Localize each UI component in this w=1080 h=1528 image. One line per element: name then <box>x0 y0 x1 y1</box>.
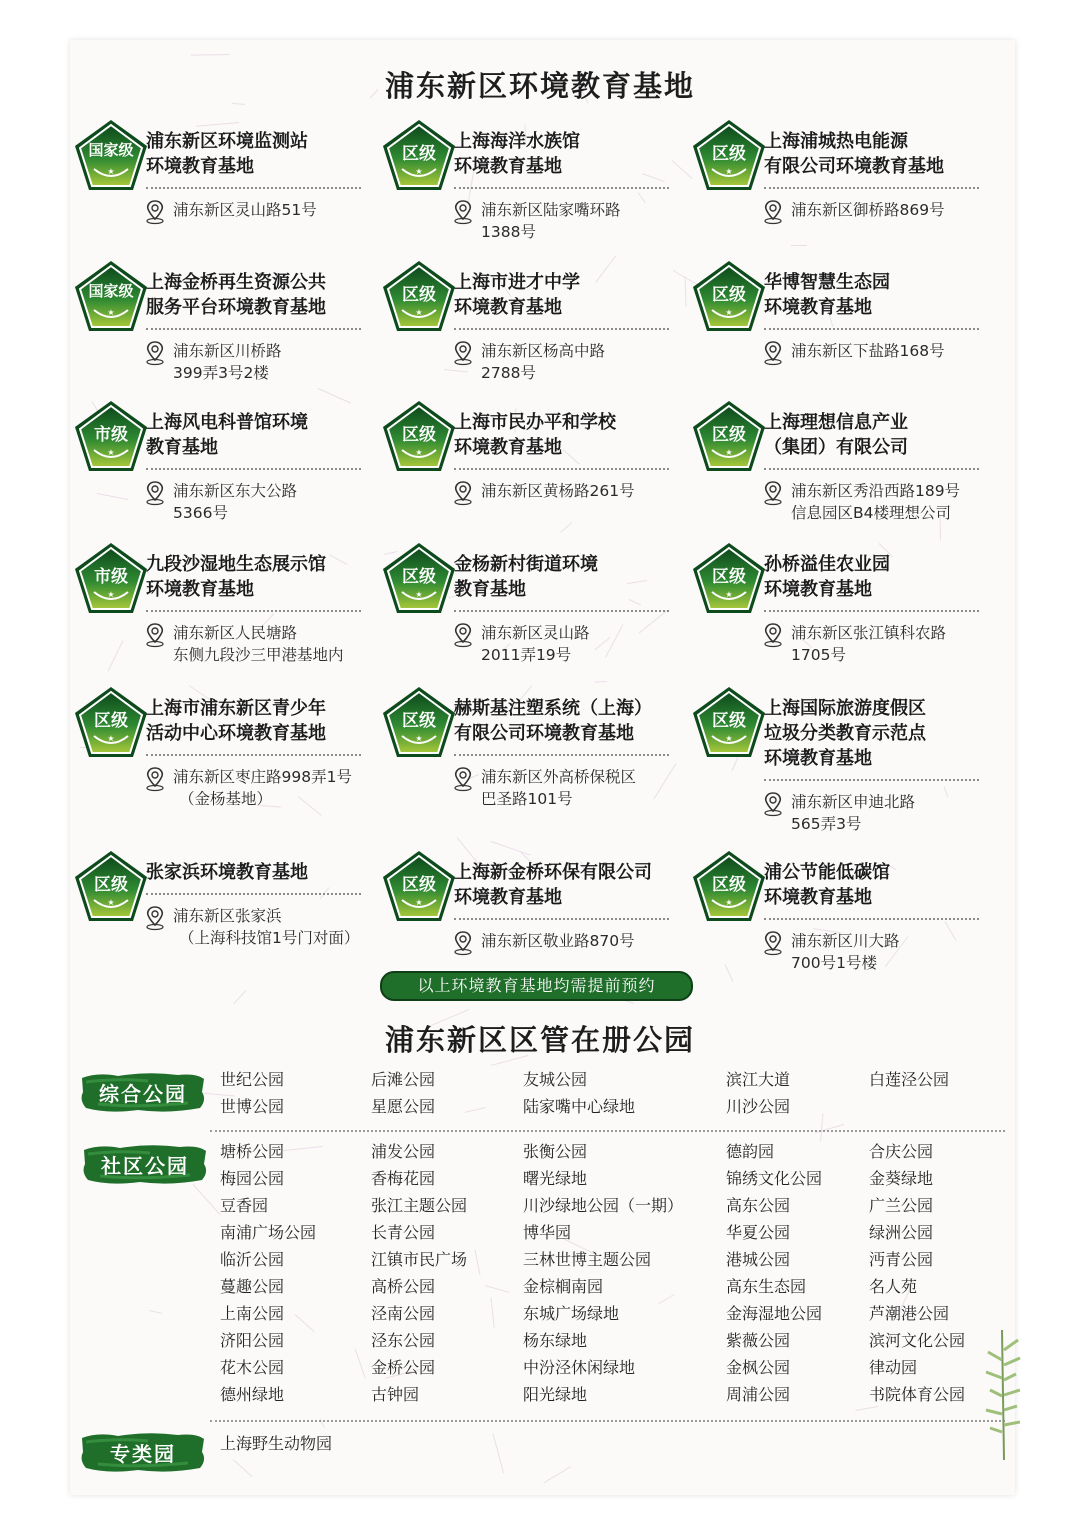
address-line: 巴圣路101号 <box>481 790 573 808</box>
park-column <box>726 1066 790 1120</box>
star-icon: ★ <box>107 590 115 599</box>
location-pin-icon <box>452 340 474 366</box>
park-name: 锦绣文化公园 <box>726 1169 823 1188</box>
location-pin-icon <box>144 905 166 931</box>
park-name: 杨东绿地 <box>523 1331 588 1350</box>
level-badge-label: 区级 <box>712 144 746 164</box>
park-name: 华夏公园 <box>726 1223 791 1242</box>
park-category-label: 综合公园 <box>99 1081 187 1106</box>
park-name: 张衡公园 <box>523 1142 588 1161</box>
park-column <box>869 1066 949 1093</box>
base-name-line: 教育基地 <box>454 579 526 600</box>
base-name-line: 上海市浦东新区青少年 <box>146 698 326 719</box>
park-name: 名人苑 <box>869 1277 918 1296</box>
location-pin-icon <box>762 622 784 648</box>
park-name: 金葵绿地 <box>869 1169 934 1188</box>
paper-fiber <box>594 681 607 682</box>
location-pin-icon <box>762 791 784 817</box>
park-category-label: 专类园 <box>110 1441 176 1466</box>
address-line: 浦东新区张江镇科农路 <box>791 624 947 642</box>
base-name <box>146 860 361 885</box>
park-column <box>371 1138 467 1408</box>
base-name-line: 上海市进才中学 <box>454 272 580 293</box>
divider <box>454 610 669 612</box>
divider <box>454 754 669 756</box>
park-name: 合庆公园 <box>869 1142 934 1161</box>
park-name: 金枫公园 <box>726 1358 791 1377</box>
divider <box>454 468 669 470</box>
level-badge-icon <box>380 398 458 476</box>
base-name-line: 环境教育基地 <box>764 887 872 908</box>
divider <box>764 610 979 612</box>
location-pin-icon <box>144 622 166 648</box>
base-address <box>481 622 696 666</box>
park-category-label: 社区公园 <box>101 1153 189 1178</box>
base-name-line: 上海风电科普馆环境 <box>146 412 308 433</box>
location-pin-icon <box>452 199 474 225</box>
park-column <box>869 1138 965 1408</box>
base-name <box>764 696 979 771</box>
park-name: 白莲泾公园 <box>869 1070 950 1089</box>
base-name-line: 环境教育基地 <box>146 579 254 600</box>
base-card <box>690 540 1005 680</box>
park-name: 中汾泾休闲绿地 <box>523 1358 636 1377</box>
base-card <box>380 117 695 257</box>
park-name: 金棕榈南园 <box>523 1277 604 1296</box>
level-badge-label: 区级 <box>402 144 436 164</box>
base-name-line: 上海理想信息产业 <box>764 412 908 433</box>
level-badge-icon <box>380 540 458 618</box>
base-card <box>72 684 387 824</box>
base-name-line: 金杨新村街道环境 <box>454 554 598 575</box>
base-address <box>481 340 696 384</box>
base-address <box>791 791 1006 835</box>
star-icon: ★ <box>107 167 115 176</box>
base-name <box>454 860 669 910</box>
star-icon: ★ <box>415 448 423 457</box>
park-name: 高东公园 <box>726 1196 791 1215</box>
base-name <box>454 552 669 602</box>
base-address <box>481 766 696 810</box>
park-name: 三林世博主题公园 <box>523 1250 652 1269</box>
park-name: 济阳公园 <box>220 1331 285 1350</box>
base-address <box>481 199 696 243</box>
park-column <box>220 1138 316 1408</box>
bases-section-title: 浦东新区环境教育基地 <box>384 69 695 103</box>
park-name: 紫薇公园 <box>726 1331 791 1350</box>
level-badge-label: 区级 <box>712 875 746 895</box>
base-name-line: 上海市民办平和学校 <box>454 412 616 433</box>
address-line: 浦东新区川大路 <box>791 932 900 950</box>
base-name-line: 九段沙湿地生态展示馆 <box>146 554 326 575</box>
park-name: 广兰公园 <box>869 1196 934 1215</box>
base-card <box>72 540 387 680</box>
divider <box>146 754 361 756</box>
base-name-line: 赫斯基注塑系统（上海） <box>454 698 652 719</box>
level-badge-label: 市级 <box>94 567 128 587</box>
base-address <box>173 340 388 384</box>
park-name: 东城广场绿地 <box>523 1304 620 1323</box>
level-badge-icon <box>72 848 150 926</box>
base-name-line: 上海海洋水族馆 <box>454 131 580 152</box>
divider <box>454 187 669 189</box>
star-icon: ★ <box>415 308 423 317</box>
park-name: 泾南公园 <box>371 1304 436 1323</box>
location-pin-icon <box>144 766 166 792</box>
park-name: 金桥公园 <box>371 1358 436 1377</box>
base-address <box>173 480 388 524</box>
base-name-line: 有限公司环境教育基地 <box>454 723 634 744</box>
base-name-line: 活动中心环境教育基地 <box>146 723 326 744</box>
base-address <box>481 930 696 952</box>
park-name: 江镇市民广场 <box>371 1250 468 1269</box>
divider <box>146 328 361 330</box>
address-line: 浦东新区杨高中路 <box>481 342 606 360</box>
base-card <box>380 540 695 680</box>
star-icon: ★ <box>725 448 733 457</box>
base-card <box>380 398 695 538</box>
level-badge-icon <box>690 117 768 195</box>
base-name-line: 环境教育基地 <box>146 156 254 177</box>
leaf-decoration <box>982 1330 1022 1460</box>
base-address <box>173 766 388 810</box>
park-name: 阳光绿地 <box>523 1385 588 1404</box>
base-name-line: 孙桥溢佳农业园 <box>764 554 890 575</box>
park-name: 金海湿地公园 <box>726 1304 823 1323</box>
base-name <box>764 129 979 179</box>
level-badge-label: 区级 <box>712 711 746 731</box>
base-name <box>764 270 979 320</box>
level-badge-label: 国家级 <box>88 282 134 300</box>
base-address <box>791 199 1006 221</box>
park-column <box>220 1430 332 1457</box>
level-badge-label: 区级 <box>94 875 128 895</box>
location-pin-icon <box>144 199 166 225</box>
location-pin-icon <box>762 340 784 366</box>
level-badge-icon <box>690 848 768 926</box>
park-name: 世博公园 <box>220 1097 285 1116</box>
base-address <box>791 340 1006 362</box>
divider <box>764 779 979 781</box>
level-badge-icon <box>72 258 150 336</box>
address-line: 浦东新区陆家嘴环路 <box>481 201 621 219</box>
park-name: 沔青公园 <box>869 1250 934 1269</box>
level-badge-icon <box>690 540 768 618</box>
location-pin-icon <box>144 480 166 506</box>
base-card <box>380 848 695 988</box>
level-badge-label: 区级 <box>712 567 746 587</box>
booking-note: 以上环境教育基地均需提前预约 <box>380 971 693 1001</box>
base-card <box>690 848 1005 988</box>
base-name <box>454 696 669 746</box>
address-line: （金杨基地） <box>179 790 273 808</box>
divider <box>146 893 361 895</box>
base-name <box>764 552 979 602</box>
base-address <box>173 199 388 221</box>
base-address <box>791 480 1006 524</box>
star-icon: ★ <box>725 590 733 599</box>
park-name: 临沂公园 <box>220 1250 285 1269</box>
park-name: 世纪公园 <box>220 1070 285 1089</box>
park-name: 南浦广场公园 <box>220 1223 317 1242</box>
address-line: 1705号 <box>791 646 846 664</box>
base-name-line: 上海浦城热电能源 <box>764 131 908 152</box>
base-name-line: 教育基地 <box>146 437 218 458</box>
base-card <box>72 117 387 257</box>
address-line: 浦东新区御桥路869号 <box>791 201 945 219</box>
park-name: 花木公园 <box>220 1358 285 1377</box>
level-badge-label: 国家级 <box>88 141 134 159</box>
location-pin-icon <box>452 766 474 792</box>
divider <box>146 610 361 612</box>
park-name: 芦潮港公园 <box>869 1304 950 1323</box>
level-badge-label: 区级 <box>402 711 436 731</box>
level-badge-label: 市级 <box>94 425 128 445</box>
parks-section-title: 浦东新区区管在册公园 <box>384 1023 695 1057</box>
park-name: 友城公园 <box>523 1070 588 1089</box>
address-line: 浦东新区下盐路168号 <box>791 342 945 360</box>
address-line: 399弄3号2楼 <box>173 364 269 382</box>
base-name <box>146 410 361 460</box>
location-pin-icon <box>144 340 166 366</box>
address-line: 浦东新区东大公路 <box>173 482 298 500</box>
park-name: 上南公园 <box>220 1304 285 1323</box>
level-badge-label: 区级 <box>402 285 436 305</box>
level-badge-label: 区级 <box>402 425 436 445</box>
park-name: 德韵园 <box>726 1142 775 1161</box>
location-pin-icon <box>762 199 784 225</box>
park-name: 长青公园 <box>371 1223 436 1242</box>
base-name-line: 上海金桥再生资源公共 <box>146 272 326 293</box>
level-badge-icon <box>72 117 150 195</box>
address-line: 700号1号楼 <box>791 954 877 972</box>
base-card <box>380 684 695 824</box>
address-line: 浦东新区敬业路870号 <box>481 932 635 950</box>
park-category-tag <box>78 1070 208 1114</box>
divider <box>146 468 361 470</box>
base-name-line: 有限公司环境教育基地 <box>764 156 944 177</box>
location-pin-icon <box>452 930 474 956</box>
level-badge-label: 区级 <box>94 711 128 731</box>
base-name-line: 张家浜环境教育基地 <box>146 862 308 883</box>
location-pin-icon <box>452 622 474 648</box>
address-line: 1388号 <box>481 223 536 241</box>
star-icon: ★ <box>415 734 423 743</box>
address-line: 信息园区B4楼理想公司 <box>791 504 951 522</box>
park-name: 滨河文化公园 <box>869 1331 966 1350</box>
park-column <box>726 1138 822 1408</box>
base-name-line: 上海国际旅游度假区 <box>764 698 926 719</box>
park-category-tag <box>78 1430 208 1474</box>
base-name-line: 浦东新区环境监测站 <box>146 131 308 152</box>
base-address <box>791 930 1006 974</box>
park-name: 律动园 <box>869 1358 918 1377</box>
level-badge-icon <box>380 684 458 762</box>
star-icon: ★ <box>415 590 423 599</box>
level-badge-icon <box>380 117 458 195</box>
address-line: 5366号 <box>173 504 228 522</box>
park-name: 曙光绿地 <box>523 1169 588 1188</box>
base-card <box>72 258 387 398</box>
park-name: 陆家嘴中心绿地 <box>523 1097 636 1116</box>
park-name: 绿洲公园 <box>869 1223 934 1242</box>
address-line: 浦东新区川桥路 <box>173 342 282 360</box>
base-name-line: 环境教育基地 <box>764 748 872 769</box>
base-name <box>764 860 979 910</box>
base-address <box>791 622 1006 666</box>
level-badge-icon <box>72 398 150 476</box>
address-line: 浦东新区灵山路51号 <box>173 201 317 219</box>
divider <box>764 328 979 330</box>
address-line: 浦东新区外高桥保税区 <box>481 768 637 786</box>
divider <box>764 468 979 470</box>
base-name-line: （集团）有限公司 <box>764 437 908 458</box>
level-badge-label: 区级 <box>402 567 436 587</box>
divider <box>764 918 979 920</box>
divider <box>764 187 979 189</box>
park-name: 高东生态园 <box>726 1277 807 1296</box>
base-card <box>690 398 1005 538</box>
base-card <box>72 398 387 538</box>
park-name: 星愿公园 <box>371 1097 436 1116</box>
level-badge-icon <box>380 258 458 336</box>
base-name <box>454 410 669 460</box>
park-name: 川沙绿地公园（一期） <box>523 1196 684 1215</box>
base-name <box>454 129 669 179</box>
address-line: 浦东新区秀沿西路189号 <box>791 482 961 500</box>
base-name-line: 服务平台环境教育基地 <box>146 297 326 318</box>
park-column <box>220 1066 284 1120</box>
base-card <box>380 258 695 398</box>
base-address <box>173 905 388 949</box>
address-line: 东侧九段沙三甲港基地内 <box>173 646 344 664</box>
address-line: 浦东新区枣庄路998弄1号 <box>173 768 352 786</box>
star-icon: ★ <box>725 167 733 176</box>
base-card <box>690 258 1005 398</box>
location-pin-icon <box>762 930 784 956</box>
base-card <box>690 684 1005 833</box>
level-badge-icon <box>380 848 458 926</box>
park-name: 滨江大道 <box>726 1070 791 1089</box>
location-pin-icon <box>452 480 474 506</box>
base-name <box>764 410 979 460</box>
address-line: 2788号 <box>481 364 536 382</box>
level-badge-icon <box>72 540 150 618</box>
base-address <box>173 622 388 666</box>
level-badge-icon <box>690 258 768 336</box>
level-badge-label: 区级 <box>712 285 746 305</box>
base-name-line: 环境教育基地 <box>764 579 872 600</box>
level-badge-icon <box>72 684 150 762</box>
park-name: 博华园 <box>523 1223 572 1242</box>
level-badge-label: 区级 <box>712 425 746 445</box>
base-name-line: 浦公节能低碳馆 <box>764 862 890 883</box>
star-icon: ★ <box>415 898 423 907</box>
park-name: 周浦公园 <box>726 1385 791 1404</box>
address-line: 浦东新区申迪北路 <box>791 793 916 811</box>
star-icon: ★ <box>725 734 733 743</box>
park-category-tag <box>80 1142 210 1186</box>
park-name: 川沙公园 <box>726 1097 791 1116</box>
base-name-line: 环境教育基地 <box>454 297 562 318</box>
base-name <box>146 696 361 746</box>
park-name: 古钟园 <box>371 1385 420 1404</box>
divider <box>454 328 669 330</box>
base-card <box>72 848 387 988</box>
address-line: 2011弄19号 <box>481 646 572 664</box>
base-name-line: 环境教育基地 <box>454 156 562 177</box>
address-line: 浦东新区张家浜 <box>173 907 282 925</box>
address-line: 浦东新区灵山路 <box>481 624 590 642</box>
star-icon: ★ <box>725 308 733 317</box>
park-name: 后滩公园 <box>371 1070 436 1089</box>
star-icon: ★ <box>107 898 115 907</box>
base-name-line: 环境教育基地 <box>454 437 562 458</box>
star-icon: ★ <box>415 167 423 176</box>
base-address <box>481 480 696 502</box>
park-name: 书院体育公园 <box>869 1385 966 1404</box>
base-name-line: 垃圾分类教育示范点 <box>764 723 926 744</box>
star-icon: ★ <box>725 898 733 907</box>
section-divider <box>210 1420 1005 1422</box>
park-name: 高桥公园 <box>371 1277 436 1296</box>
address-line: 565弄3号 <box>791 815 862 833</box>
location-pin-icon <box>762 480 784 506</box>
park-name: 德州绿地 <box>220 1385 285 1404</box>
base-name <box>146 270 361 320</box>
base-card <box>690 117 1005 257</box>
level-badge-label: 区级 <box>402 875 436 895</box>
base-name-line: 环境教育基地 <box>454 887 562 908</box>
base-name-line: 上海新金桥环保有限公司 <box>454 862 652 883</box>
park-name: 塘桥公园 <box>220 1142 285 1161</box>
base-name-line: 华博智慧生态园 <box>764 272 890 293</box>
section-divider <box>210 1130 1005 1132</box>
base-name <box>454 270 669 320</box>
address-line: 浦东新区人民塘路 <box>173 624 298 642</box>
park-name: 香梅花园 <box>371 1169 436 1188</box>
divider <box>146 187 361 189</box>
address-line: 浦东新区黄杨路261号 <box>481 482 635 500</box>
park-column <box>523 1066 635 1120</box>
level-badge-icon <box>690 398 768 476</box>
park-name: 梅园公园 <box>220 1169 285 1188</box>
star-icon: ★ <box>107 734 115 743</box>
park-column <box>371 1066 435 1120</box>
park-name: 泾东公园 <box>371 1331 436 1350</box>
park-name: 蔓趣公园 <box>220 1277 285 1296</box>
park-name: 上海野生动物园 <box>220 1434 333 1453</box>
base-name <box>146 129 361 179</box>
park-name: 浦发公园 <box>371 1142 436 1161</box>
base-name <box>146 552 361 602</box>
address-line: （上海科技馆1号门对面） <box>179 929 360 947</box>
park-name: 港城公园 <box>726 1250 791 1269</box>
base-name-line: 环境教育基地 <box>764 297 872 318</box>
divider <box>454 918 669 920</box>
star-icon: ★ <box>107 448 115 457</box>
level-badge-icon <box>690 684 768 762</box>
park-name: 张江主题公园 <box>371 1196 468 1215</box>
park-column <box>523 1138 683 1408</box>
park-name: 豆香园 <box>220 1196 269 1215</box>
star-icon: ★ <box>107 308 115 317</box>
